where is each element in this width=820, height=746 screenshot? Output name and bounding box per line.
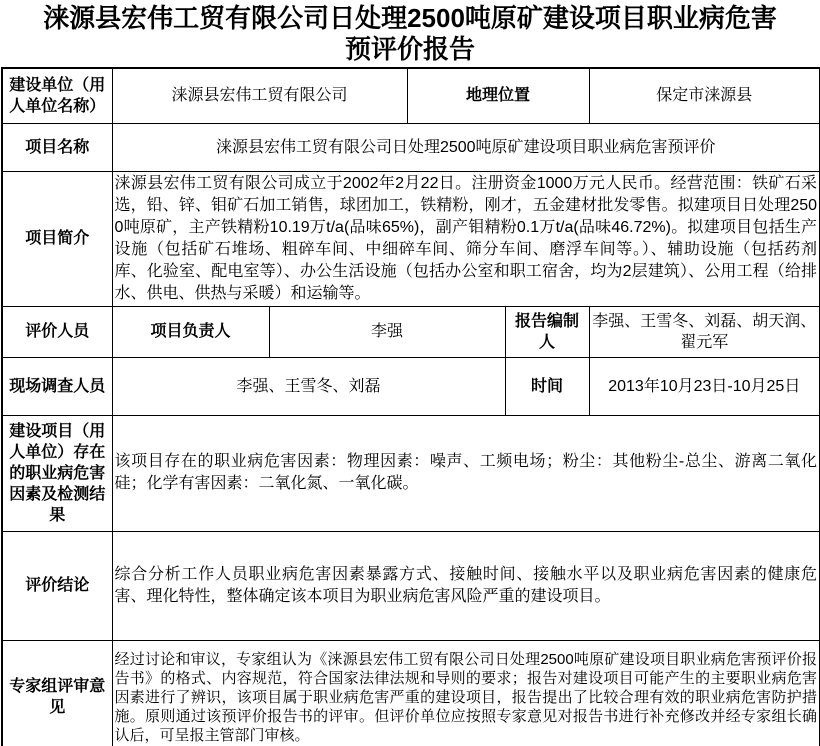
cell-project-overview: 涞源县宏伟工贸有限公司成立于2002年2月22日。注册资金1000万元人民币。经营范围：铁矿石采选，铅、锌、钼矿石加工销售，球团加工，铁精粉，刚才，五金建材批发零售。拟建项目日处理2500吨原矿，主产铁精粉10.19万t/a(品味65%)，副产钼精粉0.1万t/a(品味46.72%)。拟建项目包括生产设施（包括矿石堆场、粗碎车间、中细碎车间、筛分车间、磨浮车间等。）、辅助设施（包括药剂库、化验室、配电室等）、办公生活设施（包括办公室和职工宿舍，均为2层建筑）、公用工程（给排水、供电、供热与采暖）和运输等。 xyxy=(112,171,820,306)
cell-evaluation-conclusion: 综合分析工作人员职业病危害因素暴露方式、接触时间、接触水平以及职业病危害因素的健康危害、理化特性，整体确定该本项目为职业病危害风险严重的建设项目。 xyxy=(112,531,820,640)
label-construction-unit: 建设单位（用人单位名称） xyxy=(2,68,112,123)
cell-construction-unit-name: 涞源县宏伟工贸有限公司 xyxy=(112,68,407,123)
row-evaluation-conclusion xyxy=(2,531,820,640)
row-construction-unit xyxy=(2,68,820,123)
label-site-investigators: 现场调查人员 xyxy=(2,357,112,415)
cell-time: 2013年10月23日-10月25日 xyxy=(589,357,820,415)
cell-site-investigators: 李强、王雪冬、刘磊 xyxy=(112,357,505,415)
row-site-investigators xyxy=(2,357,820,415)
cell-project-leader: 李强 xyxy=(269,306,505,357)
cell-project-name: 涞源县宏伟工贸有限公司日处理2500吨原矿建设项目职业病危害预评价 xyxy=(112,123,820,171)
cell-geographic-location: 保定市涞源县 xyxy=(589,68,820,123)
row-expert-review xyxy=(2,640,820,746)
report-table xyxy=(1,67,820,746)
label-geographic-location: 地理位置 xyxy=(407,68,589,123)
label-project-overview: 项目简介 xyxy=(2,171,112,306)
cell-report-compilers: 李强、王雪冬、刘磊、胡天润、翟元军 xyxy=(589,306,820,357)
label-time: 时间 xyxy=(505,357,589,415)
label-report-compilers: 报告编制人 xyxy=(505,306,589,357)
cell-expert-review: 经过讨论和审议，专家组认为《涞源县宏伟工贸有限公司日处理2500吨原矿建设项目职业病危害预评价报告书》的格式、内容规范，符合国家法律法规和导则的要求；报告对建设项目可能产生的主要职业病危害因素进行了辨识，该项目属于职业病危害严重的建设项目，报告提出了比较合理有效的职业病危害防护措施。原则通过该预评价报告书的评审。但评价单位应按照专家意见对报告书进行补充修改并经专家组长确认后，可呈报主管部门审核。 xyxy=(112,640,820,746)
page-title-line-1: 涞源县宏伟工贸有限公司日处理2500吨原矿建设项目职业病危害 xyxy=(43,2,777,33)
row-hazard-factors xyxy=(2,415,820,531)
page-title xyxy=(0,0,820,67)
cell-hazard-factors: 该项目存在的职业病危害因素：物理因素：噪声、工频电场；粉尘：其他粉尘-总尘、游离二氧化硅；化学有害因素：二氧化氮、一氧化碳。 xyxy=(112,415,820,531)
row-project-overview xyxy=(2,171,820,306)
label-expert-review: 专家组评审意见 xyxy=(2,640,112,746)
row-project-name xyxy=(2,123,820,171)
label-hazard-factors: 建设项目（用人单位）存在的职业病危害因素及检测结果 xyxy=(2,415,112,531)
label-evaluation-conclusion: 评价结论 xyxy=(2,531,112,640)
label-project-leader: 项目负责人 xyxy=(112,306,269,357)
label-project-name: 项目名称 xyxy=(2,123,112,171)
row-evaluators xyxy=(2,306,820,357)
label-evaluators: 评价人员 xyxy=(2,306,112,357)
page-title-line-2: 预评价报告 xyxy=(344,33,475,64)
